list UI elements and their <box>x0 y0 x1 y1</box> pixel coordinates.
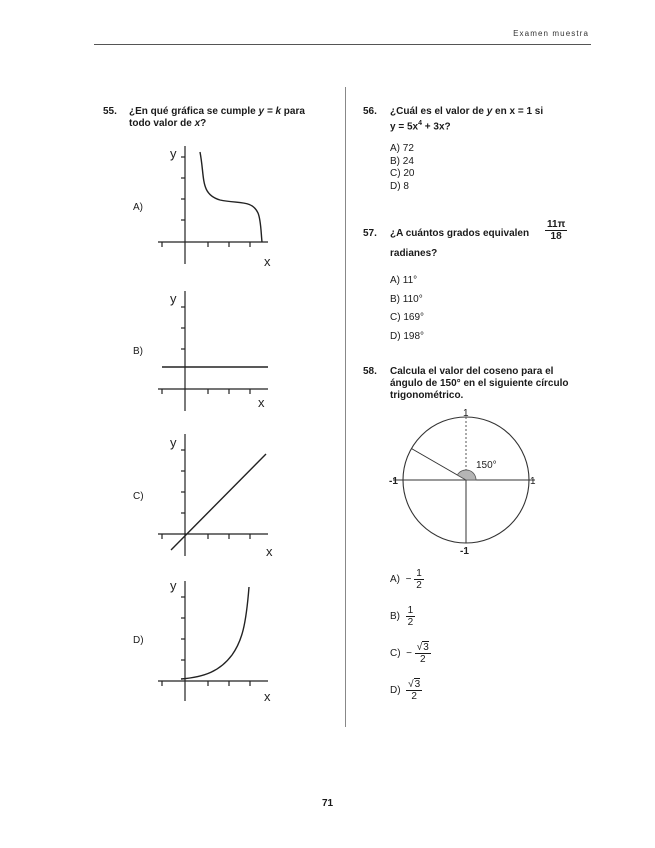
q55-option-a-label[interactable]: A) <box>133 202 143 213</box>
angle-label: 150° <box>476 460 497 471</box>
q56-text: ¿Cuál es el valor de y en x = 1 si $y = 5x^4 + 3x$? <box>390 106 544 133</box>
q57-number: 57. <box>363 228 377 239</box>
q55-text: ¿En qué gráfica se cumple y = k para todo valor de x? <box>129 106 305 129</box>
column-divider <box>345 87 346 727</box>
q55-graph-a[interactable] <box>150 138 285 270</box>
circle-label-left: -1 <box>389 476 398 487</box>
q56-number: 56. <box>363 106 377 117</box>
q57-option-a[interactable]: A) 11° <box>390 275 418 286</box>
x-axis-label: x <box>264 254 271 269</box>
y-axis-label: y <box>170 578 177 593</box>
circle-label-right: 1 <box>530 476 536 487</box>
x-axis-label: x <box>266 544 273 559</box>
q56-option-b[interactable]: B) 24 <box>390 155 414 167</box>
decreasing-cubic-curve <box>200 152 262 242</box>
q57-text-2: radianes? <box>390 248 438 259</box>
y-axis-label: y <box>170 291 177 306</box>
circle-label-top: 1 <box>463 408 469 419</box>
q57-fraction: $\frac{11\pi}{18}$ <box>547 219 566 242</box>
q57-option-c[interactable]: C) 169° <box>390 312 425 323</box>
y-axis-label: y <box>170 146 177 161</box>
unit-circle-diagram <box>385 405 545 557</box>
q55-number: 55. <box>103 106 117 117</box>
q55-option-b-label[interactable]: B) <box>133 346 143 357</box>
q55-graph-d[interactable] <box>150 573 285 705</box>
q58-option-d[interactable]: D) $\frac{√3}{2}$ <box>390 679 421 702</box>
q57-option-b[interactable]: B) 110° <box>390 293 423 305</box>
q56-option-c[interactable]: C) 20 <box>390 168 415 180</box>
q55-option-c-label[interactable]: C) <box>133 491 144 502</box>
q55-option-d-label[interactable]: D) <box>133 635 144 646</box>
q55-graph-c[interactable] <box>150 430 285 562</box>
header-rule <box>94 44 591 45</box>
q57-options <box>390 272 424 346</box>
page-header-title: Examen muestra <box>513 29 589 38</box>
q58-option-a[interactable]: A) − $\frac{1}{2}$ <box>390 568 422 591</box>
x-axis-label: x <box>258 395 265 410</box>
q58-option-c[interactable]: C) − $\frac{√3}{2}$ <box>390 642 429 665</box>
x-axis-label: x <box>264 689 271 704</box>
q58-text: Calcula el valor del coseno para el ángulo de 150° en el siguiente círculo trigonométrico. <box>390 366 569 401</box>
q58-number: 58. <box>363 366 377 377</box>
q58-option-b[interactable]: B) $\frac{1}{2}$ <box>390 605 414 628</box>
exponential-curve <box>181 587 249 679</box>
y-axis-label: y <box>170 435 177 450</box>
q56-options <box>390 143 414 193</box>
angle-arc <box>457 470 476 480</box>
q56-option-d[interactable]: D) 8 <box>390 180 409 192</box>
q57-text: ¿A cuántos grados equivalen <box>390 228 530 239</box>
q57-option-d[interactable]: D) 198° <box>390 330 425 342</box>
page-number: 71 <box>321 798 334 809</box>
q56-option-a[interactable]: A) 72 <box>390 143 414 154</box>
circle-label-bottom: -1 <box>460 546 469 557</box>
q55-graph-b[interactable] <box>150 285 285 417</box>
